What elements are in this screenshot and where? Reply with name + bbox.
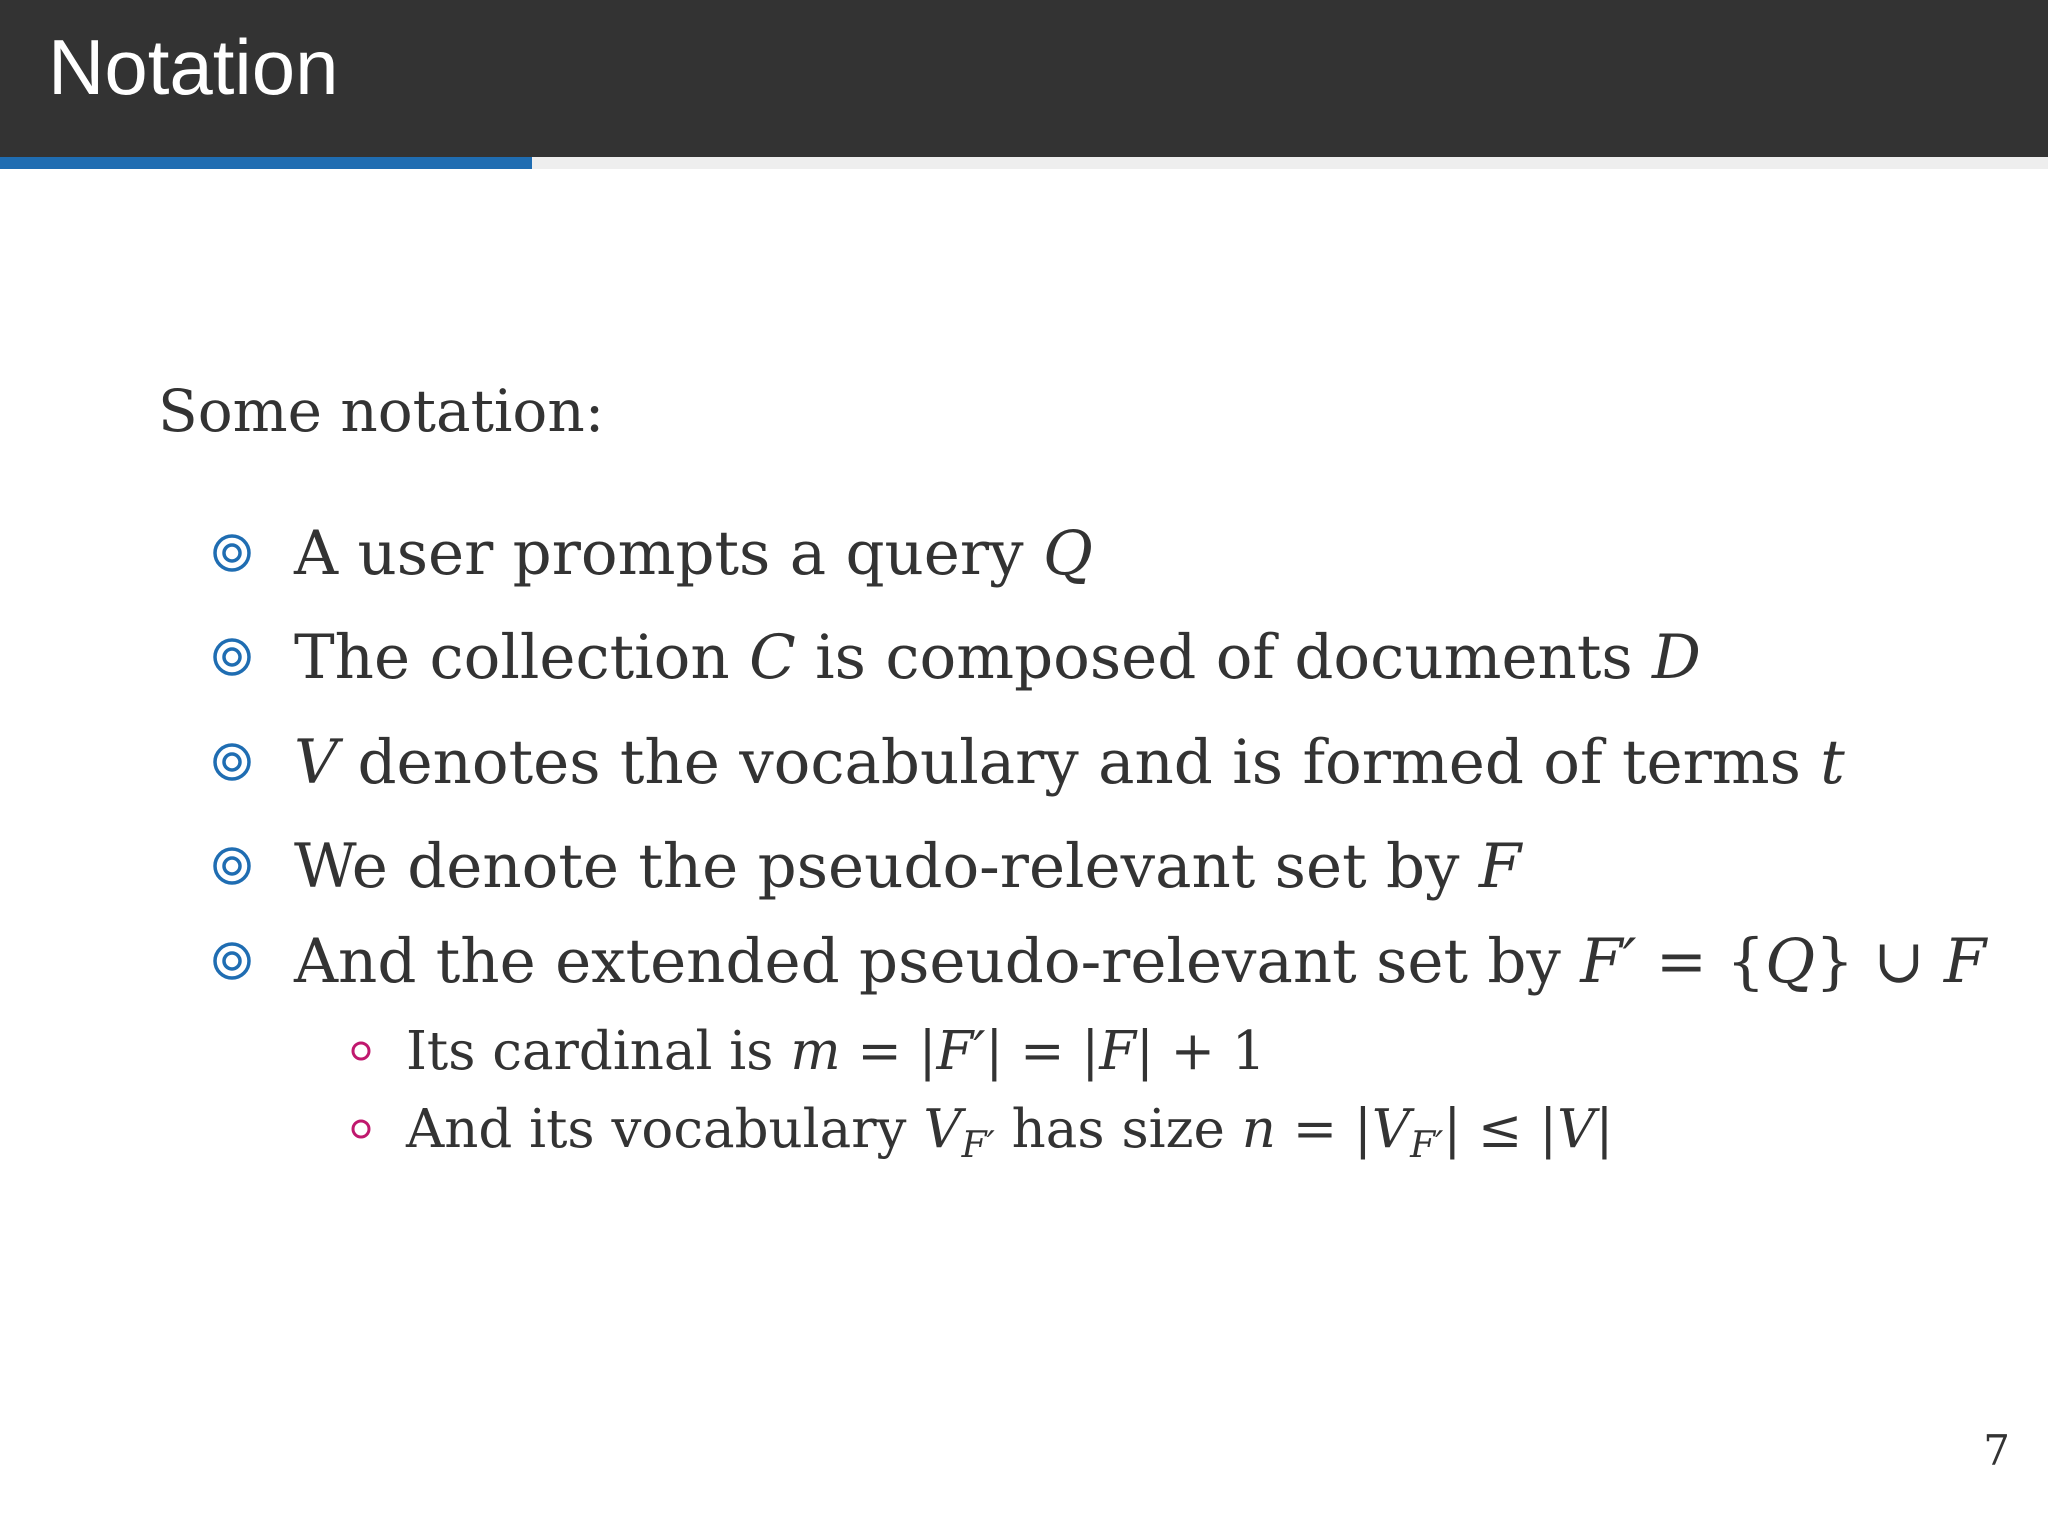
text-segment: A user prompts a query [294,517,1043,589]
text-segment: | + 1 [1135,1020,1266,1082]
math-symbol: F′ [961,1124,995,1166]
subitem-text [406,1021,1266,1082]
math-symbol: F [1478,830,1522,902]
math-symbol: t [1820,726,1845,798]
bullet-item-query [210,513,1093,593]
math-symbol: V [923,1098,962,1160]
bullet-text [294,622,1701,693]
math-symbol: Q [1765,925,1816,997]
text-segment: = | [840,1020,937,1082]
math-symbol: V [1557,1098,1596,1160]
hollow-circle-bullet-icon [350,1118,372,1140]
bullet-text [294,831,1521,902]
subitem-cardinal [350,1016,1266,1086]
text-segment: The collection [294,621,750,693]
double-circle-bullet-icon [210,531,254,575]
bullet-text [294,727,1845,798]
text-segment: = | [1275,1098,1372,1160]
math-symbol: F′ [1410,1124,1444,1166]
math-symbol: C [749,621,796,693]
progress-bar-fill [0,157,532,169]
double-circle-bullet-icon [210,740,254,784]
double-circle-bullet-icon [210,844,254,888]
math-symbol: F [1943,925,1987,997]
math-symbol: n [1241,1098,1276,1160]
math-symbol: m [790,1020,841,1082]
bullet-item-extended-set [210,921,1986,1001]
math-symbol: Q [1042,517,1093,589]
text-segment: And the extended pseudo-relevant set by [294,925,1581,997]
math-symbol: V [294,726,339,798]
text-segment: And its vocabulary [406,1098,924,1160]
text-segment: Its cardinal is [406,1020,791,1082]
bullet-item-collection [210,617,1701,697]
text-segment: denotes the vocabulary and is formed of terms [338,726,1821,798]
page-number: 7 [1983,1426,2010,1475]
text-segment: | [1595,1098,1614,1160]
header-bar [0,0,2048,157]
text-segment: = { [1636,925,1766,997]
intro-text: Some notation: [158,377,605,445]
hollow-circle-bullet-icon [350,1040,372,1062]
subitem-text [406,1098,1614,1166]
text-segment: | = | [985,1020,1100,1082]
text-segment: is composed of documents [795,621,1653,693]
double-circle-bullet-icon [210,939,254,983]
progress-bar [0,157,2048,169]
double-circle-bullet-icon [210,635,254,679]
math-symbol: F [1099,1020,1136,1082]
subitem-vocabulary-size [350,1094,1613,1164]
math-symbol: F′ [1580,925,1637,997]
text-segment: We denote the pseudo-relevant set by [294,830,1479,902]
bullet-item-vocabulary [210,722,1845,802]
math-symbol: D [1652,621,1701,693]
math-symbol: F′ [936,1020,986,1082]
math-symbol: V [1371,1098,1411,1160]
text-segment: has size [994,1098,1242,1160]
bullet-item-pseudo-relevant-set [210,826,1521,906]
text-segment: } ∪ [1815,925,1944,997]
bullet-text [294,926,1986,997]
text-segment: | ≤ | [1443,1098,1558,1160]
bullet-text [294,518,1093,589]
slide-title: Notation [48,23,339,111]
